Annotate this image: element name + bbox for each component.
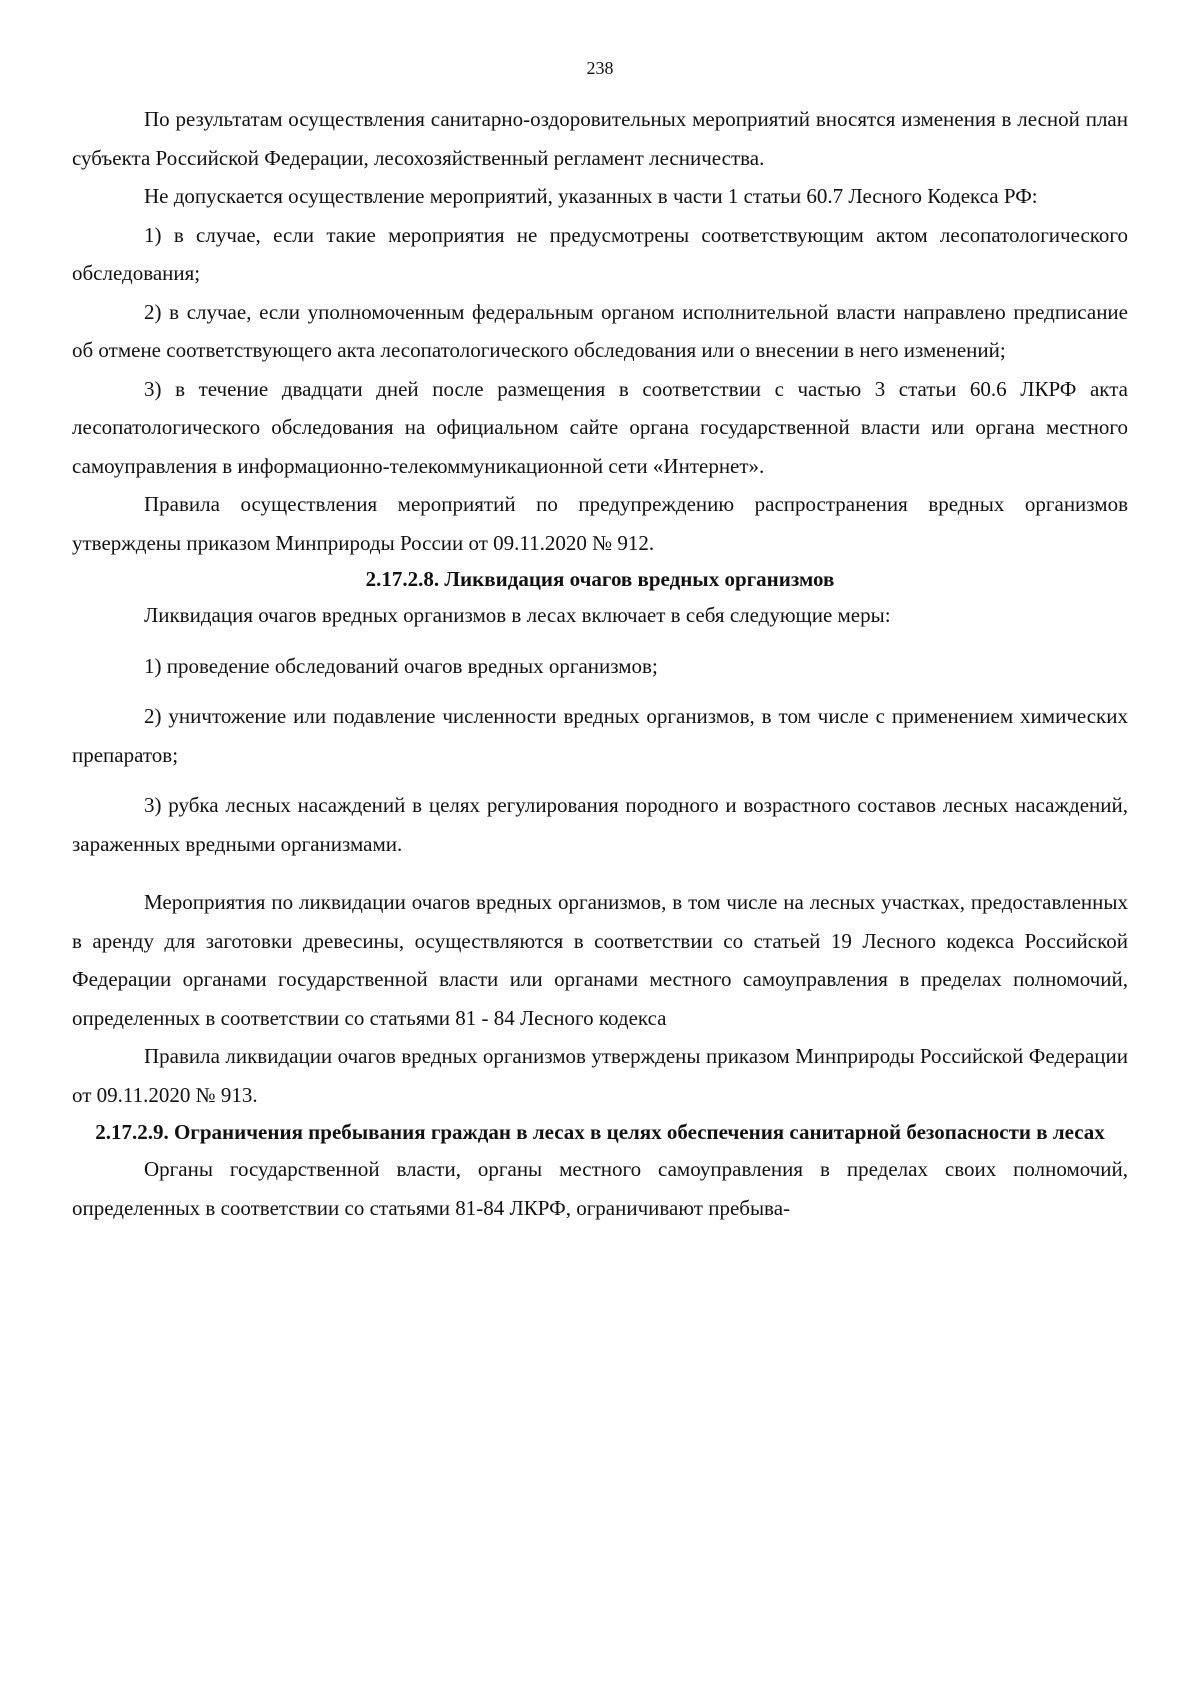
section-heading-2-17-2-8: 2.17.2.8. Ликвидация очагов вредных организмов — [365, 567, 835, 591]
list-item-prohibition-3: 3) в течение двадцати дней после размещения в соответствии с частью 3 статьи 60.6 ЛКРФ акта лесопатологического обследования на официальном сайте органа государственной власти или органа местного самоуправления в информационно-телекоммуникационной сети «Интернет». — [72, 376, 1128, 478]
list-item-prohibition-1: 1) в случае, если такие мероприятия не предусмотрены соответствующим актом лесопатологического обследования; — [72, 222, 1128, 285]
list-item-prohibition-2: 2) в случае, если уполномоченным федеральным органом исполнительной власти направлено предписание об отмене соответствующего акта лесопатологического обследования или о внесении в него изменений; — [72, 299, 1128, 362]
paragraph-rules-913: Правила ликвидации очагов вредных организмов утверждены приказом Минприроды Российской Федерации от 09.11.2020 № 913. — [72, 1044, 1128, 1107]
page-number: 238 — [586, 58, 614, 78]
paragraph-liquidation-intro: Ликвидация очагов вредных организмов в лесах включает в себя следующие меры: — [144, 603, 891, 627]
paragraph-sanitary-results: По результатам осуществления санитарно-оздоровительных мероприятий вносятся изменения в лесной план субъекта Российской Федерации, лесохозяйственный регламент лесничества. — [72, 107, 1128, 170]
list-item-liquidation-1: 1) проведение обследований очагов вредных организмов; — [144, 653, 658, 678]
document-body — [72, 100, 1128, 1227]
list-item-liquidation-2: 2) уничтожение или подавление численности вредных организмов, в том числе с применением химических препаратов; — [72, 704, 1128, 767]
paragraph-prohibition-intro: Не допускается осуществление мероприятий, указанных в части 1 статьи 60.7 Лесного Кодекса РФ: — [144, 184, 1038, 208]
paragraph-rules-912: Правила осуществления мероприятий по предупреждению распространения вредных организмов утверждены приказом Минприроды России от 09.11.2020 № 912. — [72, 492, 1128, 555]
paragraph-authorities-restrict: Органы государственной власти, органы местного самоуправления в пределах своих полномочий, определенных в соответствии со статьями 81-84 ЛКРФ, ограничивают пребыва- — [72, 1157, 1128, 1220]
section-heading-2-17-2-9: 2.17.2.9. Ограничения пребывания граждан в лесах в целях обеспечения санитарной безопасности в лесах — [95, 1120, 1105, 1144]
paragraph-liquidation-measures: Мероприятия по ликвидации очагов вредных организмов, в том числе на лесных участках, предоставленных в аренду для заготовки древесины, осуществляются в соответствии со статьей 19 Лесного кодекса Российской Федерации органами государственной власти или органами местного самоуправления в пределах полномочий, определенных в соответствии со статьями 81 - 84 Лесного кодекса — [72, 890, 1128, 1030]
list-item-liquidation-3: 3) рубка лесных насаждений в целях регулирования породного и возрастного составов лесных насаждений, зараженных вредными организмами. — [72, 793, 1128, 856]
